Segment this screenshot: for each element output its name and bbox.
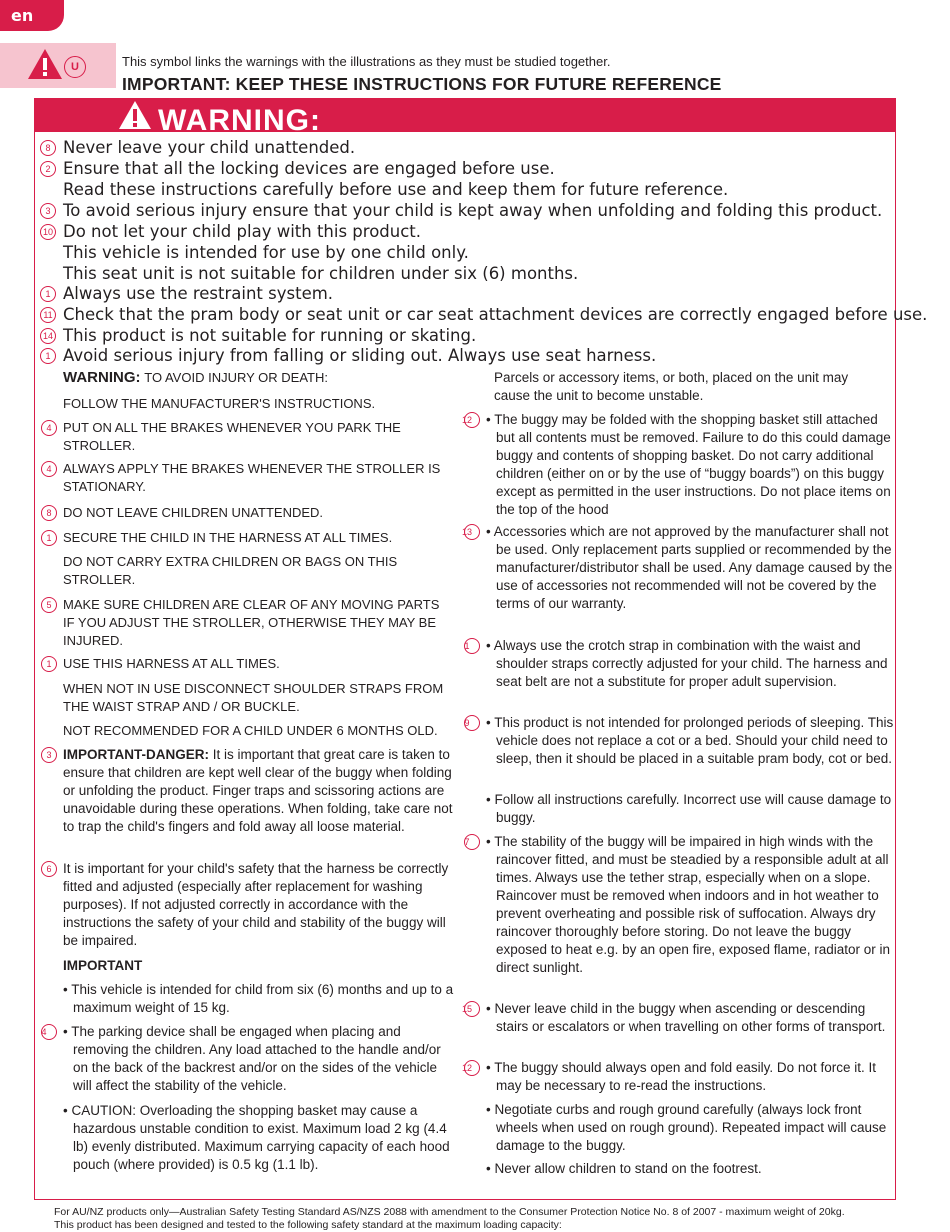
item-text: This vehicle is intended for child from six (6) months and up to a maximum weight of 15 kg. xyxy=(71,982,454,1015)
ref-number-badge: 1 xyxy=(40,348,56,364)
footer-line-2: This product has been designed and tested to the following safety standard at the maximum loading capacity: xyxy=(54,1219,562,1231)
bullet-item xyxy=(461,1059,896,1095)
danger-text: It is important that great care is taken to ensure that children are kept well clear of the buggy when folding or unfolding the product. Finger traps and scissoring actions are unavoidable during these operations. When folding, take care not to trap the child's fingers and fold away all loose material. xyxy=(63,747,453,834)
main-warning-text: Always use the restraint system. xyxy=(63,284,334,303)
item-text: DO NOT LEAVE CHILDREN UNATTENDED. xyxy=(63,505,324,520)
bullet-mark: • xyxy=(63,982,72,997)
item-text: DO NOT CARRY EXTRA CHILDREN OR BAGS ON THIS STROLLER. xyxy=(63,554,398,587)
main-warning-text: To avoid serious injury ensure that your child is kept away when unfolding and folding this product. xyxy=(63,201,883,220)
ref-number-badge: 5 xyxy=(41,597,57,613)
item-text: Follow all instructions carefully. Incorrect use will cause damage to buggy. xyxy=(494,792,892,825)
ref-number-badge: 7 xyxy=(464,834,480,850)
ref-number-badge: 11 xyxy=(40,307,56,323)
item-text: The buggy should always open and fold easily. Do not force it. It may be necessary to re-read the instructions. xyxy=(494,1060,876,1093)
ref-number-badge: 1 xyxy=(41,530,57,546)
ref-number-badge: 1 xyxy=(464,638,480,654)
ref-number-badge: 8 xyxy=(40,140,56,156)
footer-line-1: For AU/NZ products only—Australian Safety Testing Standard AS/NZS 2088 with amendment to the Consumer Protection Notice No. 8 of 2007 - maximum weight of 20kg. xyxy=(54,1206,845,1218)
item-text: Negotiate curbs and rough ground carefully (always lock front wheels when used on rough ground). Repeated impact will cause damage to the buggy. xyxy=(494,1102,887,1153)
bullet-item xyxy=(464,714,896,768)
bullet-item xyxy=(486,1101,896,1155)
item-text: Never allow children to stand on the footrest. xyxy=(494,1161,762,1176)
main-warning-item xyxy=(40,201,882,220)
main-warning-text: Ensure that all the locking devices are engaged before use. xyxy=(63,159,555,178)
ref-number-badge: 1 xyxy=(41,656,57,672)
bullet-mark: • xyxy=(486,1161,495,1176)
item-text: MAKE SURE CHILDREN ARE CLEAR OF ANY MOVING PARTS IF YOU ADJUST THE STROLLER, OTHERWISE THEY MAY BE INJURED. xyxy=(63,597,440,648)
important-heading: IMPORTANT: KEEP THESE INSTRUCTIONS FOR FUTURE REFERENCE xyxy=(122,74,722,94)
symbol-note: This symbol links the warnings with the illustrations as they must be studied together. xyxy=(122,54,611,69)
bullet-mark: • xyxy=(486,1001,495,1016)
item-text: CAUTION: Overloading the shopping basket may cause a hazardous unstable condition to exist. Maximum load 2 kg (4.4 lb) evenly distributed. Maximum carrying capacity of each hood pouch (where provided) is 0.5 kg (1.1 lb). xyxy=(71,1103,450,1172)
item-text: Accessories which are not approved by the manufacturer shall not be used. Only replacement parts supplied or recommended by the manufacturer/distributor shall be used. Any damage caused by the use of accessories not recommended will not be covered by the terms of our warranty. xyxy=(493,524,893,611)
item-text: The buggy may be folded with the shopping basket still attached but all contents must be removed. Failure to do this could damage buggy and contents of shopping basket. Do not carry additional children (either on or by the use of “buggy boards”) on this buggy except as permitted in the user instructions. Do not place items on the top of the hood xyxy=(494,412,891,517)
bullet-item xyxy=(486,791,896,827)
warning-lead-rest: TO AVOID INJURY OR DEATH: xyxy=(144,370,328,385)
bullet-item xyxy=(63,981,458,1017)
bullet-mark: • xyxy=(486,834,495,849)
item-text: ALWAYS APPLY THE BRAKES WHENEVER THE STROLLER IS STATIONARY. xyxy=(63,461,441,494)
bullet-item xyxy=(486,1160,896,1178)
bullet-mark: • xyxy=(486,638,494,653)
language-code: en xyxy=(11,6,34,25)
ref-number-badge: 4 xyxy=(41,1024,57,1040)
ref-number-badge: 12 xyxy=(464,412,480,428)
danger-lead: IMPORTANT-DANGER: xyxy=(63,747,209,762)
ref-number-badge: 12 xyxy=(464,1060,480,1076)
ref-number-badge: 4 xyxy=(41,461,57,477)
caps-item xyxy=(63,680,448,716)
danger-block xyxy=(46,746,453,836)
caps-item xyxy=(46,460,448,496)
ref-number-badge: 2 xyxy=(40,161,56,177)
bullet-item xyxy=(41,1023,458,1095)
ref-number-badge: 9 xyxy=(464,715,480,731)
item-text: Never leave child in the buggy when ascending or descending stairs or escalators or when travelling on other forms of transport. xyxy=(494,1001,886,1034)
bullet-item xyxy=(461,523,896,613)
main-warning-text: Avoid serious injury from falling or sliding out. Always use seat harness. xyxy=(63,346,657,365)
main-warning-text: Read these instructions carefully before use and keep them for future reference. xyxy=(63,180,729,199)
ref-number-badge: 14 xyxy=(40,328,56,344)
warning-lead-bold: WARNING: xyxy=(63,369,141,386)
harness-ref-badge: 6 xyxy=(41,861,57,877)
ref-number-badge: 10 xyxy=(40,224,56,240)
warning-title: WARNING: xyxy=(158,104,321,132)
bullet-mark: • xyxy=(486,524,494,539)
danger-ref-badge: 3 xyxy=(41,747,57,763)
follow-instructions: FOLLOW THE MANUFACTURER'S INSTRUCTIONS. xyxy=(63,396,376,411)
item-text: This product is not intended for prolonged periods of sleeping. This vehicle does not replace a cot or a bed. Should your child need to sleep, then it should be placed in a suitable pram body, cot or bed. xyxy=(494,715,894,766)
warning-banner-triangle-icon xyxy=(118,100,152,130)
item-text: PUT ON ALL THE BRAKES WHENEVER YOU PARK THE STROLLER. xyxy=(63,420,401,453)
important-subheading: IMPORTANT xyxy=(63,958,143,973)
ref-number-badge: 4 xyxy=(41,420,57,436)
left-warning-lead xyxy=(63,369,453,387)
main-warning-text: Never leave your child unattended. xyxy=(63,138,356,157)
main-warning-item xyxy=(63,180,728,199)
main-warning-item xyxy=(40,159,555,178)
bullet-mark: • xyxy=(486,715,495,730)
main-warning-item xyxy=(63,264,578,283)
item-text: USE THIS HARNESS AT ALL TIMES. xyxy=(63,656,280,671)
ref-number-badge: 13 xyxy=(464,524,480,540)
bullet-mark: • xyxy=(63,1024,72,1039)
main-warning-text: This product is not suitable for running or skating. xyxy=(63,326,477,345)
main-warning-text: Do not let your child play with this product. xyxy=(63,222,422,241)
illustration-ref-icon: U xyxy=(64,56,86,78)
bullet-item xyxy=(464,637,896,691)
ref-number-badge: 8 xyxy=(41,505,57,521)
item-text: WHEN NOT IN USE DISCONNECT SHOULDER STRAPS FROM THE WAIST STRAP AND / OR BUCKLE. xyxy=(63,681,444,714)
language-tab xyxy=(0,0,64,31)
main-warning-item xyxy=(63,243,469,262)
bullet-mark: • xyxy=(486,792,495,807)
caps-item xyxy=(46,504,448,522)
main-warning-item xyxy=(40,222,421,241)
item-text: The stability of the buggy will be impaired in high winds with the raincover fitted, and must be steadied by a responsible adult at all times. Always use the tether strap, especially when on a slope. Raincover must be removed when indoors and in hot weather to prevent overheating and possible risk of suffocation. Always dry raincover thoroughly before storing. Do not leave the buggy exposed to heat e.g. by an open fire, exposed flame, radiator or in direct sunlight. xyxy=(494,834,890,975)
bullet-mark: • xyxy=(486,412,495,427)
main-warning-text: This seat unit is not suitable for children under six (6) months. xyxy=(63,264,579,283)
ref-number-badge: 1 xyxy=(40,286,56,302)
main-warning-text: This vehicle is intended for use by one child only. xyxy=(63,243,469,262)
caps-item xyxy=(46,655,448,673)
bullet-item xyxy=(63,1102,458,1174)
bullet-item xyxy=(461,1000,896,1036)
warning-triangle-icon xyxy=(27,47,63,81)
main-warning-item xyxy=(40,326,476,345)
harness-text: It is important for your child's safety that the harness be correctly fitted and adjusted (especially after replacement for washing purposes). If not adjusted correctly in accordance with the instructions the safety of your child and stability of the buggy will be impaired. xyxy=(63,861,449,948)
bullet-mark: • xyxy=(486,1060,495,1075)
item-text: Always use the crotch strap in combination with the waist and shoulder straps correctly adjusted for your child. The harness and seat belt are not a substitute for proper adult supervision. xyxy=(493,638,888,689)
caps-item xyxy=(46,529,448,547)
caps-item xyxy=(46,419,448,455)
main-warning-item xyxy=(40,138,355,157)
caps-item xyxy=(63,722,448,740)
bullet-mark: • xyxy=(486,1102,495,1117)
bullet-item xyxy=(464,833,896,977)
ref-number-badge: 15 xyxy=(464,1001,480,1017)
main-warning-text: Check that the pram body or seat unit or car seat attachment devices are correctly engaged before use. xyxy=(63,305,928,324)
item-text: SECURE THE CHILD IN THE HARNESS AT ALL TIMES. xyxy=(63,530,393,545)
item-text: The parking device shall be engaged when placing and removing the children. Any load attached to the handle and/or on the back of the backrest and/or on the sides of the vehicle will affect the stability of the vehicle. xyxy=(71,1024,441,1093)
main-warning-item xyxy=(40,284,333,303)
caps-item xyxy=(63,553,448,589)
ref-number-badge: 3 xyxy=(40,203,56,219)
item-text: NOT RECOMMENDED FOR A CHILD UNDER 6 MONTHS OLD. xyxy=(63,723,438,738)
main-warning-item xyxy=(40,346,656,365)
warning-banner xyxy=(34,98,896,132)
footer xyxy=(54,1206,845,1232)
harness-block xyxy=(46,860,453,950)
main-warning-item xyxy=(40,305,927,324)
bullet-mark: • xyxy=(63,1103,72,1118)
bullet-item xyxy=(461,411,896,519)
right-continuation: Parcels or accessory items, or both, placed on the unit may cause the unit to become unstable. xyxy=(494,370,849,403)
caps-item xyxy=(46,596,448,650)
